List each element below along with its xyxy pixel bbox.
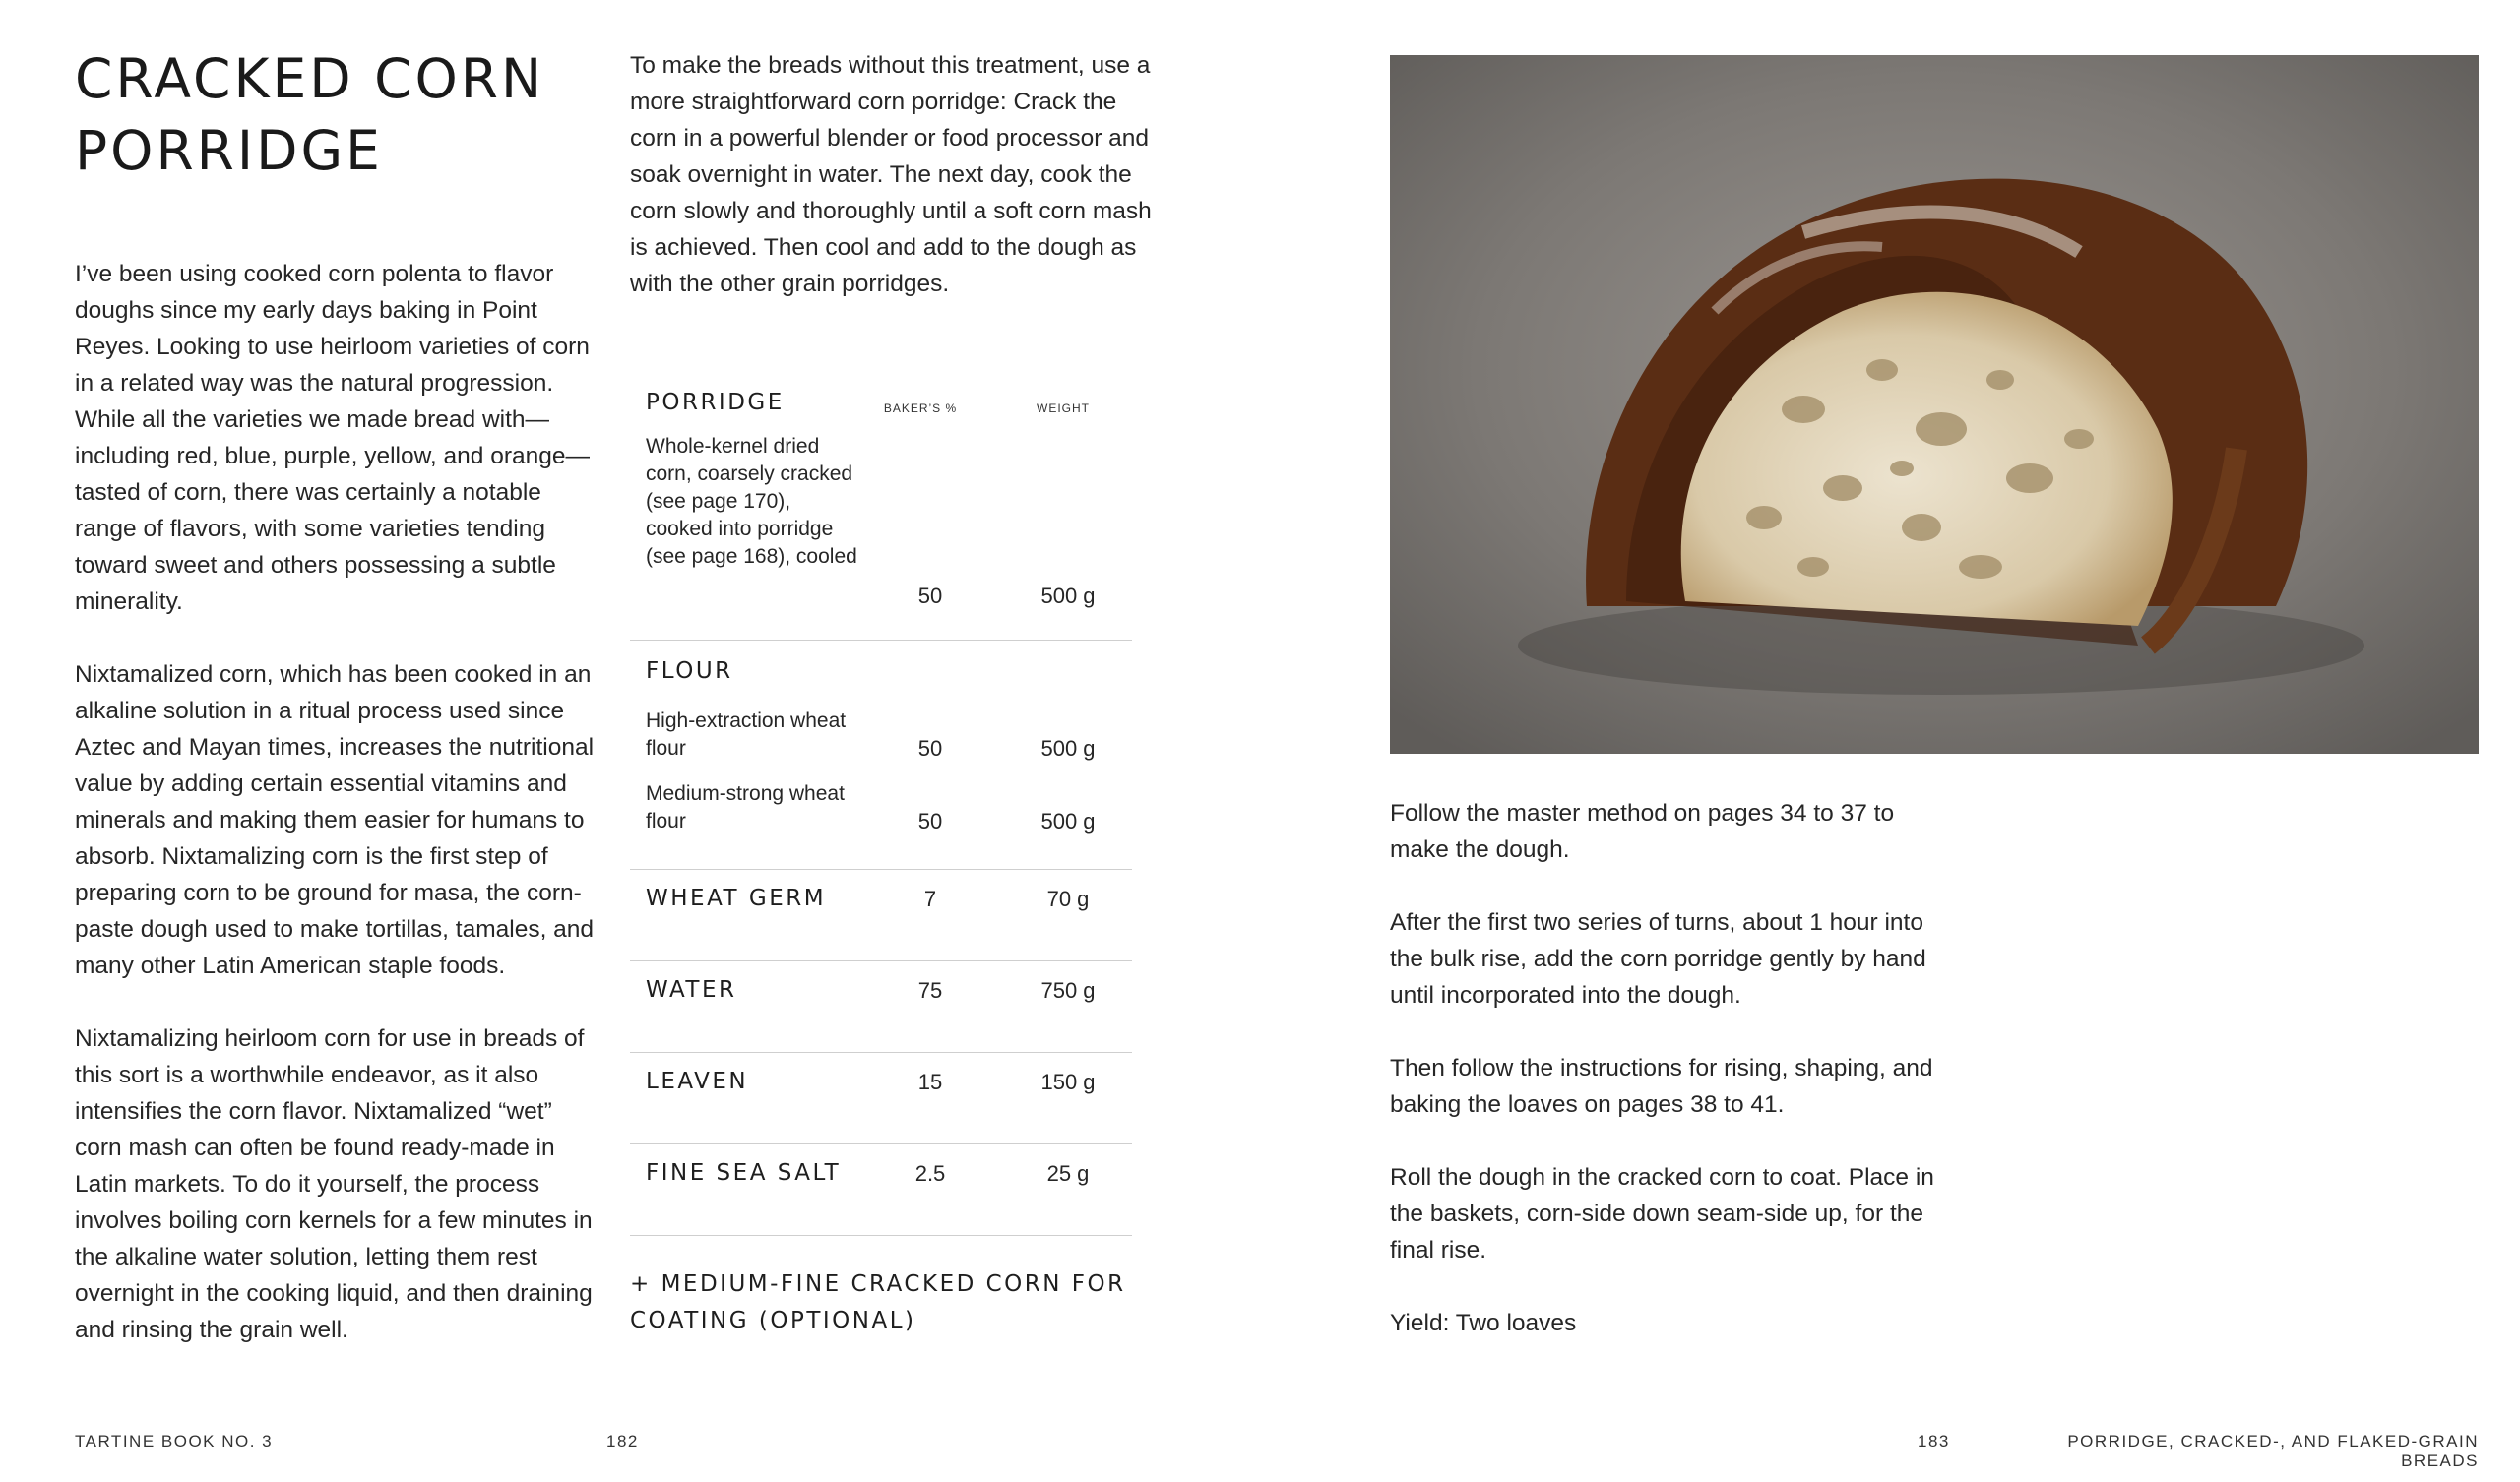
ingredient-percent: 2.5	[914, 1161, 946, 1186]
ingredient-weight: 750 g	[1040, 978, 1096, 1003]
paragraph: Roll the dough in the cracked corn to coat. Place in the baskets, corn-side down seam-side up, for the final rise.	[1390, 1164, 1934, 1264]
ingredient-weight: 500 g	[1040, 809, 1096, 834]
ingredient-row	[630, 780, 1148, 835]
paragraph: To make the breads without this treatment, use a more straightforward corn porridge: Crack the corn in a powerful blender or food processor and soak overnight in water. The next day, cook the corn slowly and thoroughly until a soft corn mash is achieved. Then cool and add to the dough as with the other grain porridges.	[630, 52, 1152, 297]
ingredient-table	[630, 374, 1132, 1236]
paragraph: Follow the master method on pages 34 to 37 to make the dough.	[1390, 800, 1895, 863]
section-title: FLOUR	[646, 658, 733, 684]
ingredient-name: WATER	[646, 977, 737, 1003]
salt-row	[630, 1144, 1132, 1236]
right-text-column	[1390, 795, 1941, 1378]
ingredient-name: High-extraction wheat flour	[646, 710, 847, 760]
ingredient-percent: 50	[917, 584, 943, 608]
ingredient-weight: 500 g	[1040, 736, 1096, 761]
porridge-section	[630, 374, 1132, 641]
bakers-percent-header: BAKER’S %	[883, 401, 958, 415]
bread-loaf-image	[1390, 55, 2479, 754]
ingredient-weight: 150 g	[1040, 1070, 1096, 1094]
paragraph: Nixtamalizing heirloom corn for use in breads of this sort is a worthwhile endeavor, as it also intensifies the corn flavor. Nixtamalized “wet” corn mash can often be found ready-made in Latin markets. To do it yourself, the process involves boiling corn kernels for a few minutes in the alkaline water solution, letting them rest overnight in the cooking liquid, and then draining and rinsing the grain well.	[75, 1025, 593, 1343]
ingredient-weight: 25 g	[1046, 1161, 1090, 1186]
ingredient-row	[630, 708, 1148, 763]
flour-section	[630, 641, 1132, 870]
middle-intro-column	[630, 47, 1162, 302]
ingredient-percent: 75	[917, 978, 943, 1003]
section-title: PORRIDGE	[646, 390, 785, 415]
paragraph: After the first two series of turns, about 1 hour into the bulk rise, add the corn porridge gently by hand until incorporated into the dough.	[1390, 909, 1926, 1009]
ingredient-percent: 50	[917, 809, 943, 834]
paragraph: Then follow the instructions for rising, shaping, and baking the loaves on pages 38 to 41.	[1390, 1055, 1933, 1118]
ingredient-name: Medium-strong wheat flour	[646, 782, 845, 833]
footer-book-title: TARTINE BOOK NO. 3	[75, 1432, 274, 1451]
ingredient-weight: 70 g	[1046, 887, 1090, 911]
water-row	[630, 961, 1132, 1053]
weight-header: WEIGHT	[1037, 401, 1090, 415]
page-number-left: 182	[606, 1432, 639, 1451]
page-number-right: 183	[1918, 1432, 1950, 1451]
bread-photo	[1390, 55, 2479, 754]
left-text-column	[75, 256, 597, 1385]
paragraph: I’ve been using cooked corn polenta to flavor doughs since my early days baking in Point Reyes. Looking to use heirloom varieties of corn in a related way was the natural progression. While all the varieties we made bread with—including red, blue, purple, yellow, and orange—tasted of corn, there was certainly a notable range of flavors, with some varieties tending toward sweet and others possessing a subtle minerality.	[75, 261, 591, 615]
ingredient-name: WHEAT GERM	[646, 886, 827, 911]
wheat-germ-row	[630, 870, 1132, 961]
optional-coating-note: + MEDIUM-FINE CRACKED CORN FOR COATING (OPTIONAL)	[630, 1271, 1126, 1333]
ingredient-weight: 500 g	[1040, 584, 1096, 608]
ingredient-name: LEAVEN	[646, 1069, 749, 1094]
ingredient-name: Whole-kernel dried corn, coarsely cracked (see page 170), cooked into porridge (see page 168), cooled	[646, 435, 857, 568]
ingredient-percent: 15	[917, 1070, 943, 1094]
leaven-row	[630, 1053, 1132, 1144]
paragraph: Yield: Two loaves	[1390, 1310, 1577, 1336]
ingredient-name: FINE SEA SALT	[646, 1160, 842, 1186]
ingredient-percent: 50	[917, 736, 943, 761]
footer-section-title: PORRIDGE, CRACKED-, AND FLAKED-GRAIN BREADS	[2067, 1432, 2479, 1470]
ingredient-percent: 7	[923, 887, 937, 911]
recipe-title: CRACKED CORN PORRIDGE	[75, 47, 545, 182]
table-header	[630, 374, 1132, 433]
paragraph: Nixtamalized corn, which has been cooked in an alkaline solution in a ritual process used since Aztec and Mayan times, increases the nutritional value by adding certain essential vitamins and minerals and making them easier for humans to absorb. Nixtamalizing corn is the first step of preparing corn to be ground for masa, the corn-paste dough used to make tortillas, tamales, and many other Latin American staple foods.	[75, 661, 595, 979]
ingredient-row	[630, 433, 1132, 610]
